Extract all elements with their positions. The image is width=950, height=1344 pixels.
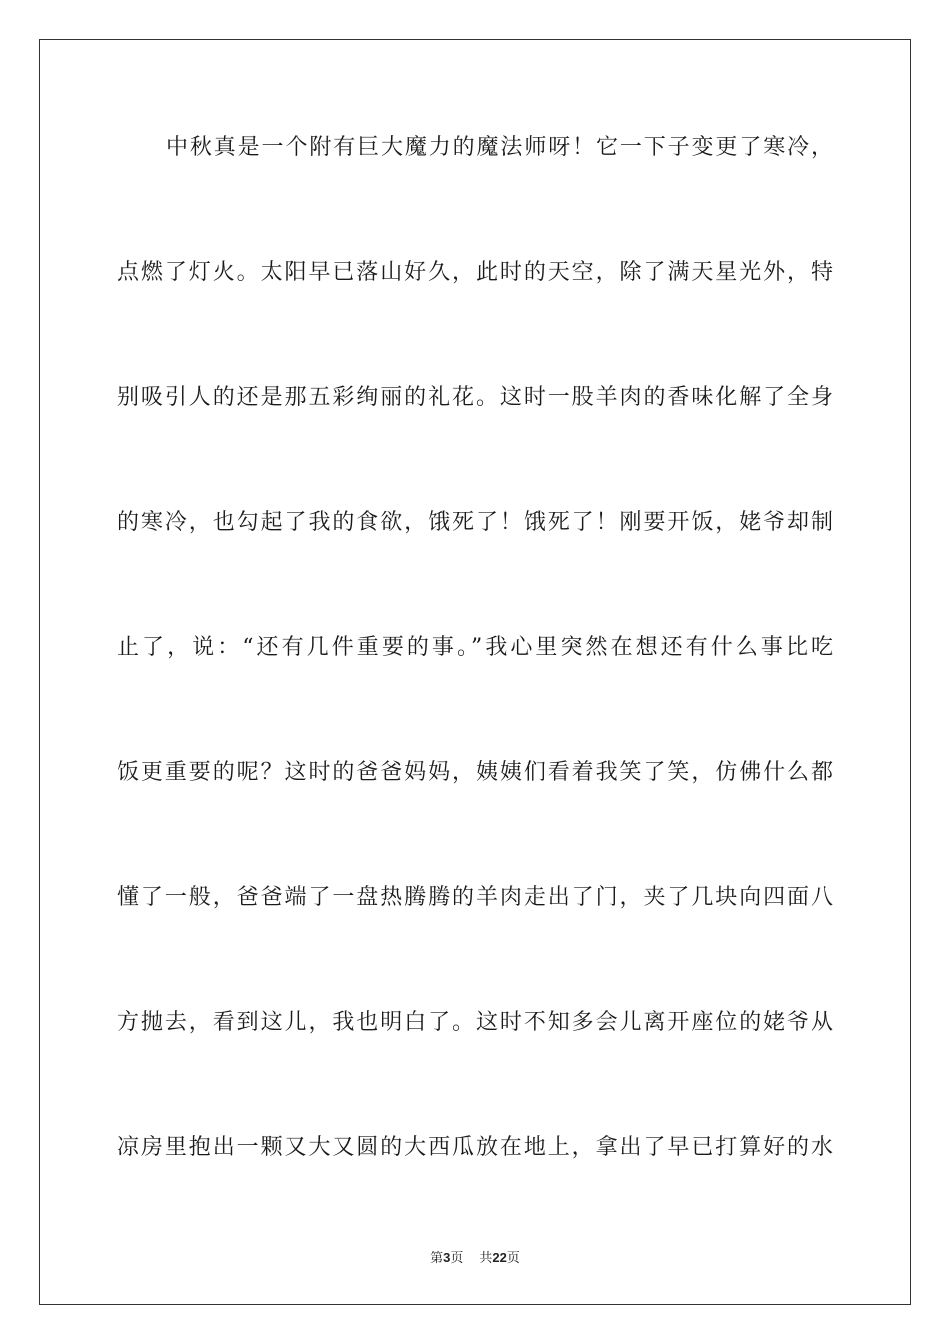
page-number: 3 [443,1250,451,1265]
total-pages: 22 [492,1250,507,1265]
page-border [39,39,911,1305]
page-prefix: 第 [430,1251,444,1266]
paragraph-line-8: 方抛去，看到这儿，我也明白了。这时不知多会儿离开座位的姥爷从 [117,1010,833,1035]
paragraph-line-5: 止了，说：“还有几件重要的事。”我心里突然在想还有什么事比吃 [117,635,833,660]
paragraph-line-2: 点燃了灯火。太阳早已落山好久，此时的天空，除了满天星光外，特 [117,260,833,285]
page-suffix: 页 [450,1251,464,1266]
page-footer [0,1247,950,1266]
paragraph-line-4: 的寒冷，也勾起了我的食欲，饿死了！饿死了！刚要开饭，姥爷却制 [117,510,833,535]
total-prefix: 共 [479,1251,493,1266]
total-suffix: 页 [506,1251,520,1266]
paragraph-line-1: 中秋真是一个附有巨大魔力的魔法师呀！它一下子变更了寒冷， [166,135,833,160]
paragraph-line-3: 别吸引人的还是那五彩绚丽的礼花。这时一股羊肉的香味化解了全身 [117,385,833,410]
paragraph-line-7: 懂了一般，爸爸端了一盘热腾腾的羊肉走出了门，夹了几块向四面八 [117,885,833,910]
paragraph-line-9: 凉房里抱出一颗又大又圆的大西瓜放在地上，拿出了早已打算好的水 [117,1135,833,1160]
paragraph-line-6: 饭更重要的呢？这时的爸爸妈妈，姨姨们看着我笑了笑，仿佛什么都 [117,760,833,785]
